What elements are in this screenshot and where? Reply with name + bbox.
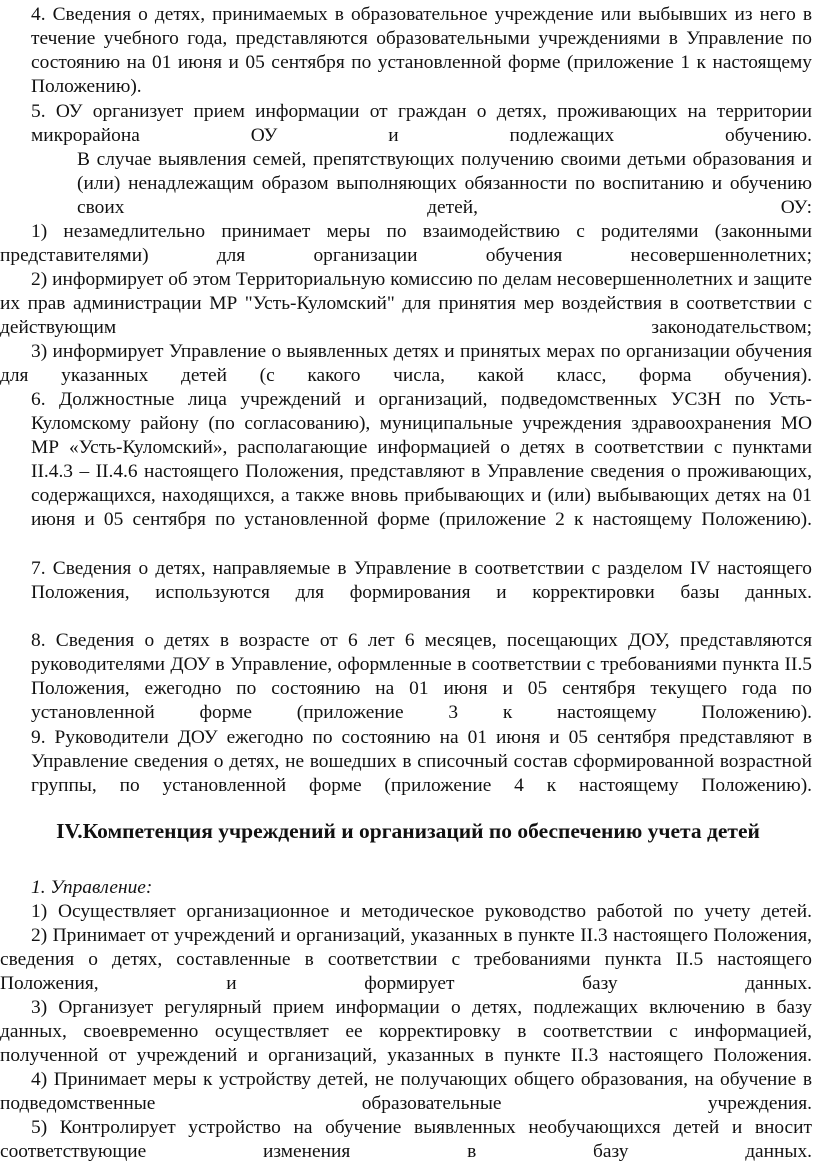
- section-item-2: 2) Принимает от учреждений и организаций, указанных в пункте II.3 настоящего Положения, сведения о детях, составленные в соответствии с требованиями пункта II.5 настоящего Положения, и формирует базу данных.: [0, 925, 812, 995]
- paragraph-5-item-1: 1) незамедлительно принимает меры по взаимодействию с родителями (законными представителями) для организации обучения несовершеннолетних;: [0, 221, 812, 267]
- section-item-3: 3) Организует регулярный прием информации о детях, подлежащих включению в базу данных, своевременно осуществляет ее корректировку в соответствии с информацией, полученной от учреждений и организаций, указанных в пункте II.3 настоящего Положения.: [0, 997, 812, 1067]
- paragraph-5-case: В случае выявления семей, препятствующих получению своими детьми образования и (или) ненадлежащим образом выполняющих обязанности по воспитанию и обучению своих детей, ОУ:: [77, 149, 812, 219]
- paragraph-8: 8. Сведения о детях в возрасте от 6 лет 6 месяцев, посещающих ДОУ, представляются руководителями ДОУ в Управление, оформленные в соответствии с требованиями пункта II.5 Положения, ежегодно по состоянию на 01 июня и 05 сентября текущего года по установленной форме (приложение 3 к настоящему Положению).: [31, 630, 812, 724]
- section-item-5: 5) Контролирует устройство на обучение выявленных необучающихся детей и вносит соответствующие изменения в базу данных.: [0, 1117, 812, 1163]
- paragraph-4: 4. Сведения о детях, принимаемых в образовательное учреждение или выбывших из него в течение учебного года, представляются образовательными учреждениями в Управление по состоянию на 01 июня и 05 сентября по установленной форме (приложение 1 к настоящему Положению).: [31, 4, 812, 98]
- paragraph-5: 5. ОУ организует прием информации от граждан о детях, проживающих на территории микрорайона ОУ и подлежащих обучению.: [31, 101, 812, 147]
- section-subheading: 1. Управление:: [31, 877, 153, 898]
- section-heading: IV.Компетенция учреждений и организаций по обеспечению учета детей: [56, 819, 760, 843]
- paragraph-5-item-3: 3) информирует Управление о выявленных детях и принятых мерах по организации обучения для указанных детей (с какого числа, какой класс, форма обучения).: [0, 341, 812, 387]
- paragraph-5-item-2: 2) информирует об этом Территориальную комиссию по делам несовершеннолетних и защите их прав администрации МР "Усть-Куломский" для принятия мер воздействия в соответствии с действующим законодательством;: [0, 269, 812, 339]
- paragraph-9: 9. Руководители ДОУ ежегодно по состоянию на 01 июня и 05 сентября представляют в Управление сведения о детях, не вошедших в списочный состав сформированной возрастной группы, по установленной форме (приложение 4 к настоящему Положению).: [31, 727, 812, 797]
- paragraph-6: 6. Должностные лица учреждений и организаций, подведомственных УСЗН по Усть-Куломскому району (по согласованию), муниципальные учреждения здравоохранения МО МР «Усть-Куломский», располагающие информацией о детях в соответствии с пунктами II.4.3 – II.4.6 настоящего Положения, представляют в Управление сведения о проживающих, содержащихся, находящихся, а также вновь прибывающих и (или) выбывающих детях на 01 июня и 05 сентября по установленной форме (приложение 2 к настоящему Положению).: [31, 389, 812, 531]
- section-item-1: 1) Осуществляет организационное и методическое руководство работой по учету детей.: [31, 901, 812, 922]
- section-item-4: 4) Принимает меры к устройству детей, не получающих общего образования, на обучение в подведомственные образовательные учреждения.: [0, 1069, 812, 1115]
- paragraph-7: 7. Сведения о детях, направляемые в Управление в соответствии с разделом IV настоящего Положения, используются для формирования и корректировки базы данных.: [31, 558, 812, 604]
